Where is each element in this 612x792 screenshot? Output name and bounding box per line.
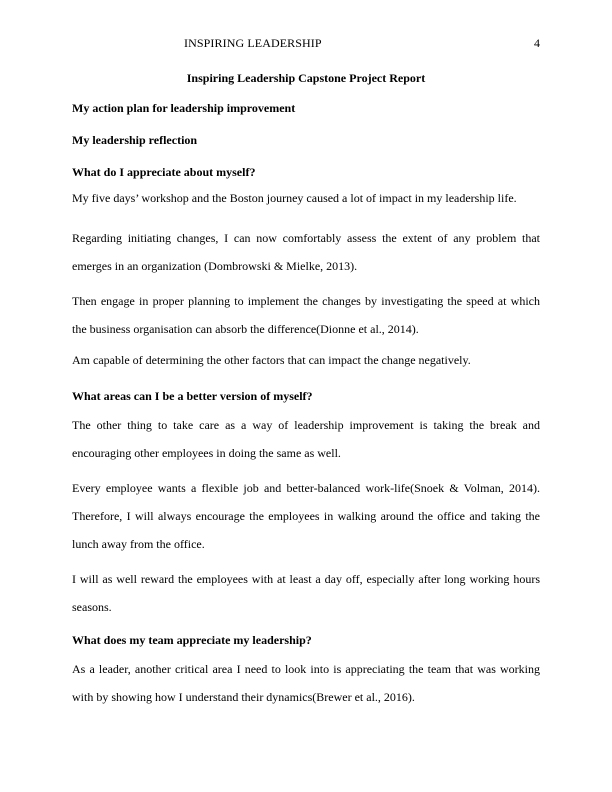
heading-reflection: My leadership reflection — [72, 133, 198, 147]
report-body — [72, 98, 540, 711]
heading-appreciate: What do I appreciate about myself? — [72, 165, 256, 179]
report-title: Inspiring Leadership Capstone Project Report — [186, 71, 426, 85]
paragraph: I will as well reward the employees with at least a day off, especially after long working hours seasons. — [72, 572, 540, 614]
page-number: 4 — [534, 36, 540, 50]
paragraph: Regarding initiating changes, I can now comfortably assess the extent of any problem that emerges in an organization (Dombrowski & Mielke, 2013). — [72, 231, 540, 273]
paragraph: Every employee wants a flexible job and better-balanced work-life(Snoek & Volman, 2014). Therefore, I will always encourage the employees in walking around the office and taking the lunch away from the office. — [72, 481, 540, 551]
paragraph: As a leader, another critical area I need to look into is appreciating the team that was working with by showing how I understand their dynamics(Brewer et al., 2016). — [72, 662, 540, 704]
paragraph: The other thing to take care as a way of leadership improvement is taking the break and encouraging other employees in doing the same as well. — [72, 418, 540, 460]
running-head: INSPIRING LEADERSHIP — [184, 36, 322, 50]
paragraph: My five days’ workshop and the Boston journey caused a lot of impact in my leadership life. — [72, 191, 517, 205]
paragraph: Am capable of determining the other factors that can impact the change negatively. — [72, 353, 471, 367]
heading-team-appreciate: What does my team appreciate my leadership? — [72, 633, 312, 647]
heading-action-plan: My action plan for leadership improvement — [72, 101, 296, 115]
heading-better-version: What areas can I be a better version of myself? — [72, 389, 313, 403]
paragraph: Then engage in proper planning to implement the changes by investigating the speed at which the business organisation can absorb the difference(Dionne et al., 2014). — [72, 294, 540, 336]
